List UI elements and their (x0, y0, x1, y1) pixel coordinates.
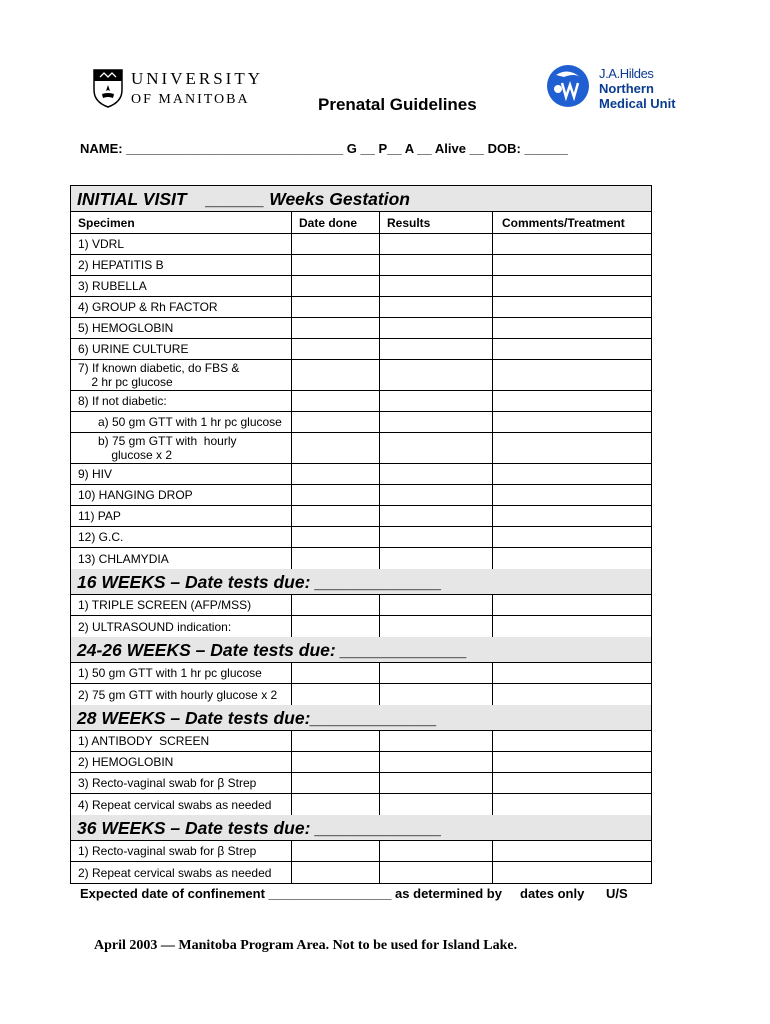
comments-cell[interactable] (493, 752, 651, 772)
results-cell[interactable] (380, 616, 493, 637)
comments-cell[interactable] (493, 297, 651, 317)
comments-cell[interactable] (493, 255, 651, 275)
specimen-cell (71, 773, 292, 793)
specimen-label: 3) Recto-vaginal swab for β Strep (78, 776, 257, 790)
col-results: Results (380, 212, 493, 233)
table-row (71, 433, 651, 464)
results-cell[interactable] (380, 595, 493, 615)
table-row (71, 412, 651, 433)
specimen-cell (71, 663, 292, 683)
unit-name-line1: J.A.Hildes (599, 66, 654, 81)
specimen-cell (71, 731, 292, 751)
results-cell[interactable] (380, 841, 493, 861)
expected-date-of-confinement-line: Expected date of confinement _________________ as determined by dates only U/S (80, 886, 628, 901)
date-done-cell[interactable] (292, 731, 380, 751)
date-done-cell[interactable] (292, 318, 380, 338)
specimen-cell (71, 506, 292, 526)
comments-cell[interactable] (493, 485, 651, 505)
table-row (71, 527, 651, 548)
specimen-label: 6) URINE CULTURE (78, 342, 189, 356)
specimen-label: 4) GROUP & Rh FACTOR (78, 300, 218, 314)
comments-cell[interactable] (493, 731, 651, 751)
date-done-cell[interactable] (292, 360, 380, 390)
section-heading-16-weeks: 16 WEEKS – Date tests due: _____________ (71, 569, 651, 595)
table-row (71, 841, 651, 862)
date-done-cell[interactable] (292, 234, 380, 254)
comments-cell[interactable] (493, 234, 651, 254)
specimen-label: 1) Recto-vaginal swab for β Strep (78, 844, 257, 858)
table-row (71, 360, 651, 391)
specimen-label: 4) Repeat cervical swabs as needed (78, 797, 272, 812)
specimen-label: 11) PAP (78, 509, 121, 523)
table-row (71, 616, 651, 637)
university-crest-logo (92, 68, 124, 108)
specimen-cell (71, 841, 292, 861)
table-row (71, 276, 651, 297)
comments-cell[interactable] (493, 339, 651, 359)
specimen-cell (71, 684, 292, 705)
date-done-cell[interactable] (292, 773, 380, 793)
table-row (71, 318, 651, 339)
specimen-cell (71, 360, 292, 390)
comments-cell[interactable] (493, 391, 651, 411)
date-done-cell[interactable] (292, 663, 380, 683)
page-title: Prenatal Guidelines (318, 95, 477, 114)
specimen-label: 1) 50 gm GTT with 1 hr pc glucose (78, 666, 262, 680)
section-heading-28-weeks: 28 WEEKS – Date tests due:_____________ (71, 705, 651, 731)
comments-cell[interactable] (493, 464, 651, 484)
specimen-label: 2) Repeat cervical swabs as needed (78, 865, 272, 880)
specimen-cell (71, 318, 292, 338)
specimen-label: 12) G.C. (78, 530, 124, 544)
comments-cell[interactable] (493, 862, 651, 883)
comments-cell[interactable] (493, 595, 651, 615)
patient-info-line: NAME: ______________________________ G __ P__ A __ Alive __ DOB: ______ (80, 141, 568, 156)
results-cell[interactable] (380, 234, 493, 254)
specimen-cell (71, 297, 292, 317)
specimen-label: 13) CHLAMYDIA (78, 551, 169, 566)
specimen-cell (71, 255, 292, 275)
specimen-label: 2) ULTRASOUND indication: (78, 619, 232, 634)
table-row (71, 506, 651, 527)
specimen-cell (71, 234, 292, 254)
date-done-cell[interactable] (292, 548, 380, 569)
results-cell[interactable] (380, 485, 493, 505)
specimen-cell (71, 339, 292, 359)
comments-cell[interactable] (493, 684, 651, 705)
specimen-label: 10) HANGING DROP (78, 488, 193, 502)
comments-cell[interactable] (493, 318, 651, 338)
date-done-cell[interactable] (292, 297, 380, 317)
specimen-cell (71, 548, 292, 569)
table-row (71, 752, 651, 773)
table-row (71, 548, 651, 569)
date-done-cell[interactable] (292, 464, 380, 484)
table-row (71, 595, 651, 616)
comments-cell[interactable] (493, 663, 651, 683)
results-cell[interactable] (380, 297, 493, 317)
specimen-label: b) 75 gm GTT with hourly glucose x 2 (98, 434, 237, 462)
specimen-cell (71, 527, 292, 547)
comments-cell[interactable] (493, 794, 651, 815)
comments-cell[interactable] (493, 527, 651, 547)
comments-cell[interactable] (493, 548, 651, 569)
table-row (71, 663, 651, 684)
specimen-label: 5) HEMOGLOBIN (78, 321, 174, 335)
results-cell[interactable] (380, 773, 493, 793)
date-done-cell[interactable] (292, 841, 380, 861)
specimen-cell (71, 391, 292, 411)
table-row (71, 862, 651, 883)
comments-cell[interactable] (493, 841, 651, 861)
specimen-cell (71, 752, 292, 772)
comments-cell[interactable] (493, 506, 651, 526)
specimen-label: 2) 75 gm GTT with hourly glucose x 2 (78, 687, 278, 702)
table-row (71, 794, 651, 815)
unit-name-line2: Northern (599, 81, 654, 96)
results-cell[interactable] (380, 276, 493, 296)
table-row (71, 464, 651, 485)
date-done-cell[interactable] (292, 794, 380, 815)
column-headers (71, 212, 651, 234)
specimen-label: 2) HEPATITIS B (78, 258, 164, 272)
university-name-line1: UNIVERSITY (131, 69, 263, 88)
results-cell[interactable] (380, 339, 493, 359)
specimen-label: 7) If known diabetic, do FBS & 2 hr pc glucose (78, 361, 240, 389)
table-row (71, 234, 651, 255)
table-row (71, 255, 651, 276)
section-heading-24-26-weeks: 24-26 WEEKS – Date tests due: _____________ (71, 637, 651, 663)
table-row (71, 297, 651, 318)
specimen-cell (71, 862, 292, 883)
results-cell[interactable] (380, 412, 493, 432)
unit-name-line3: Medical Unit (599, 96, 676, 111)
results-cell[interactable] (380, 862, 493, 883)
results-cell[interactable] (380, 360, 493, 390)
results-cell[interactable] (380, 752, 493, 772)
results-cell[interactable] (380, 794, 493, 815)
results-cell[interactable] (380, 527, 493, 547)
table-row (71, 485, 651, 506)
specimen-cell (71, 412, 292, 432)
col-comments: Comments/Treatment (502, 216, 625, 230)
date-done-cell[interactable] (292, 255, 380, 275)
date-done-cell[interactable] (292, 485, 380, 505)
specimen-label: 1) TRIPLE SCREEN (AFP/MSS) (78, 598, 252, 612)
results-cell[interactable] (380, 255, 493, 275)
table-row (71, 773, 651, 794)
specimen-cell (71, 485, 292, 505)
results-cell[interactable] (380, 318, 493, 338)
col-specimen: Specimen (71, 212, 292, 233)
specimen-label: 2) HEMOGLOBIN (78, 755, 174, 769)
col-date-done: Date done (292, 212, 380, 233)
specimen-label: 1) ANTIBODY SCREEN (78, 734, 210, 748)
section-heading-initial-visit: INITIAL VISIT ______ Weeks Gestation (71, 186, 651, 212)
table-row (71, 684, 651, 705)
prenatal-table (70, 185, 652, 884)
results-cell[interactable] (380, 506, 493, 526)
results-cell[interactable] (380, 548, 493, 569)
date-done-cell[interactable] (292, 616, 380, 637)
northern-medical-unit-logo (542, 63, 592, 109)
comments-cell[interactable] (493, 412, 651, 432)
date-done-cell[interactable] (292, 862, 380, 883)
results-cell[interactable] (380, 663, 493, 683)
comments-cell[interactable] (493, 773, 651, 793)
table-row (71, 339, 651, 360)
specimen-cell (71, 616, 292, 637)
table-row (71, 731, 651, 752)
results-cell[interactable] (380, 464, 493, 484)
date-done-cell[interactable] (292, 684, 380, 705)
specimen-cell (71, 794, 292, 815)
date-done-cell[interactable] (292, 339, 380, 359)
results-cell[interactable] (380, 433, 493, 463)
section-heading-36-weeks: 36 WEEKS – Date tests due: _____________ (71, 815, 651, 841)
specimen-cell (71, 595, 292, 615)
comments-cell[interactable] (493, 616, 651, 637)
footer-note: April 2003 — Manitoba Program Area. Not to be used for Island Lake. (94, 938, 518, 953)
university-name-line2: OF MANITOBA (131, 92, 250, 107)
date-done-cell[interactable] (292, 506, 380, 526)
specimen-cell (71, 276, 292, 296)
date-done-cell[interactable] (292, 433, 380, 463)
comments-cell[interactable] (493, 433, 651, 463)
results-cell[interactable] (380, 684, 493, 705)
date-done-cell[interactable] (292, 276, 380, 296)
date-done-cell[interactable] (292, 752, 380, 772)
specimen-label: 8) If not diabetic: (78, 394, 167, 408)
date-done-cell[interactable] (292, 527, 380, 547)
specimen-cell (71, 464, 292, 484)
comments-cell[interactable] (493, 360, 651, 390)
specimen-label: a) 50 gm GTT with 1 hr pc glucose (98, 415, 282, 429)
date-done-cell[interactable] (292, 595, 380, 615)
comments-cell[interactable] (493, 276, 651, 296)
date-done-cell[interactable] (292, 391, 380, 411)
specimen-label: 3) RUBELLA (78, 279, 147, 293)
table-row (71, 391, 651, 412)
specimen-cell (71, 433, 292, 463)
date-done-cell[interactable] (292, 412, 380, 432)
specimen-label: 9) HIV (78, 467, 113, 481)
results-cell[interactable] (380, 391, 493, 411)
specimen-label: 1) VDRL (78, 237, 125, 251)
results-cell[interactable] (380, 731, 493, 751)
